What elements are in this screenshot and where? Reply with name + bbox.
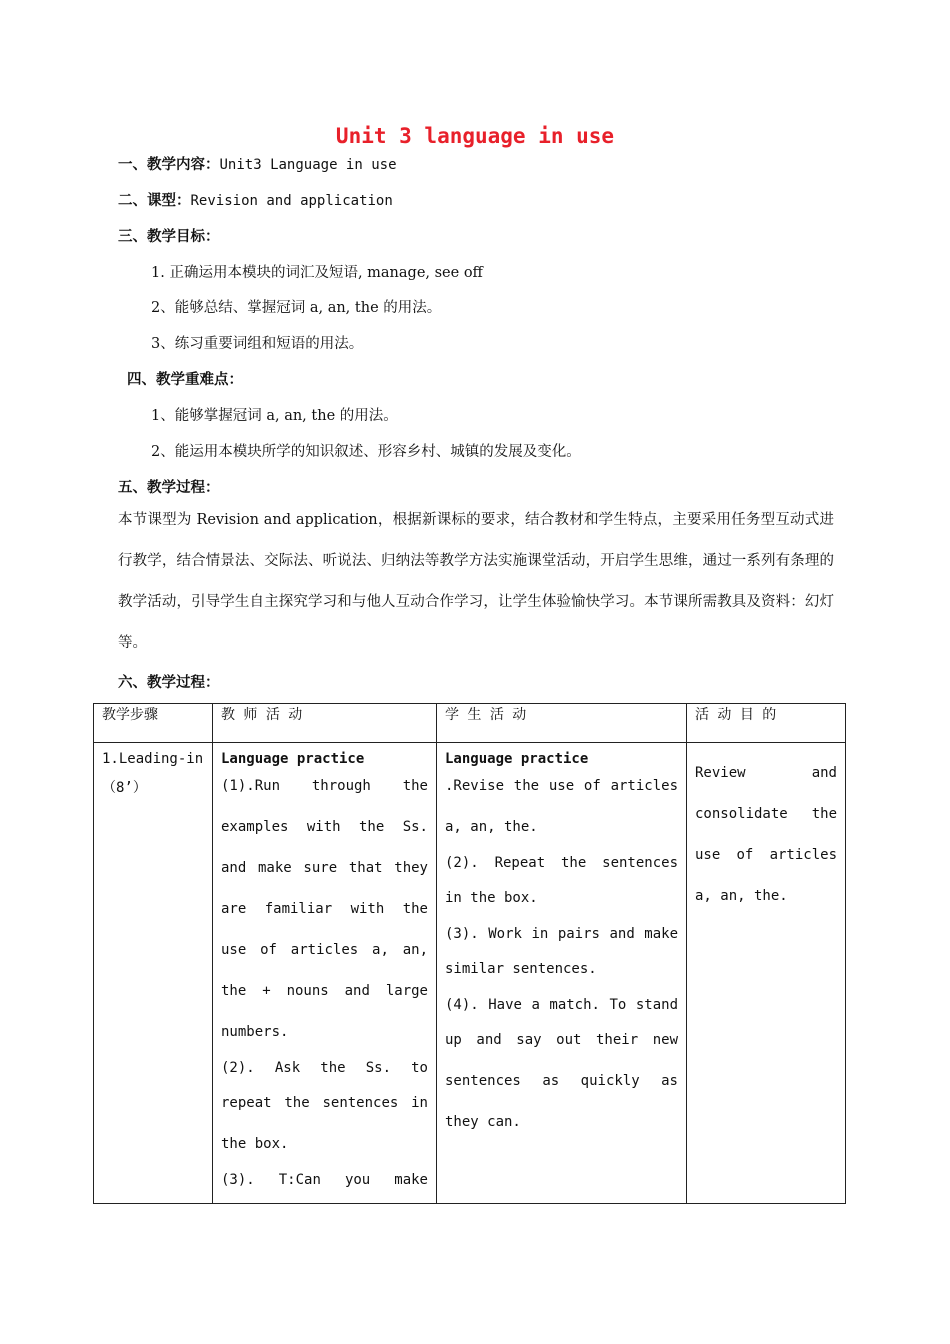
section-content-label: 一、教学内容： <box>118 157 220 173</box>
header-student: 学 生 活 动 <box>437 704 687 743</box>
teacher-line: use of articles a, an, <box>221 942 428 958</box>
student-title: Language practice <box>445 751 589 767</box>
step-name: 1.Leading-in <box>102 751 204 767</box>
student-line: sentences as quickly as <box>445 1073 678 1089</box>
table-header-row <box>94 704 846 743</box>
section-table-heading <box>118 671 220 692</box>
purpose-cell <box>687 743 846 1204</box>
section-table-label: 六、教学过程： <box>118 675 220 691</box>
student-line: in the box. <box>445 890 538 906</box>
document-title: Unit 3 language in use <box>335 124 615 148</box>
section-content-value: Unit3 Language in use <box>219 157 397 173</box>
teacher-line: are familiar with the <box>221 901 428 917</box>
student-line: .Revise the use of articles <box>445 778 678 794</box>
teacher-line: the box. <box>221 1136 289 1152</box>
teacher-line: the + nouns and large <box>221 983 428 999</box>
section-type <box>118 189 393 210</box>
student-line: (2). Repeat the sentences <box>445 855 678 871</box>
teacher-line: repeat the sentences in <box>221 1095 428 1111</box>
header-teacher: 教 师 活 动 <box>213 704 437 743</box>
step-duration: （8’） <box>102 780 147 796</box>
section-type-value: Revision and application <box>190 193 393 209</box>
teacher-line: numbers. <box>221 1024 289 1040</box>
section-goals-label: 三、教学目标： <box>118 229 220 245</box>
section-type-label: 二、课型： <box>118 193 191 209</box>
teacher-line: examples with the Ss. <box>221 819 428 835</box>
teacher-line: (1).Run through the <box>221 778 428 794</box>
student-cell <box>437 743 687 1204</box>
student-line: they can. <box>445 1114 521 1130</box>
student-line: (4). Have a match. To stand <box>445 997 678 1013</box>
purpose-line: use of articles <box>695 847 837 863</box>
teacher-line: and make sure that they <box>221 860 428 876</box>
student-line: similar sentences. <box>445 961 597 977</box>
teacher-line: (2). Ask the Ss. to <box>221 1060 428 1076</box>
goal-item: 1. 正确运用本模块的词汇及短语, manage, see off <box>151 265 483 281</box>
teacher-title: Language practice <box>221 751 365 767</box>
table-row <box>94 743 846 1204</box>
section-content <box>118 153 397 174</box>
section-goals-heading <box>118 225 220 246</box>
goal-item: 2、能够总结、掌握冠词 a, an, the 的用法。 <box>151 300 442 316</box>
teaching-process-table <box>93 703 846 1204</box>
header-step: 教学步骤 <box>94 704 213 743</box>
step-cell <box>94 743 213 1204</box>
goal-item: 3、练习重要词组和短语的用法。 <box>151 336 364 352</box>
teacher-cell <box>213 743 437 1204</box>
teacher-line: (3). T:Can you make <box>221 1172 428 1188</box>
header-purpose: 活 动 目 的 <box>687 704 846 743</box>
section-process-heading <box>118 476 220 497</box>
purpose-line: a, an, the. <box>695 888 788 904</box>
keypoint-item: 2、能运用本模块所学的知识叙述、形容乡村、城镇的发展及变化。 <box>151 444 581 460</box>
section-keypoints-label: 四、教学重难点： <box>127 372 243 388</box>
student-line: up and say out their new <box>445 1032 678 1048</box>
section-keypoints-heading <box>127 368 243 389</box>
student-line: a, an, the. <box>445 819 538 835</box>
purpose-line: consolidate the <box>695 806 837 822</box>
purpose-line: Review and <box>695 765 837 781</box>
keypoint-item: 1、能够掌握冠词 a, an, the 的用法。 <box>151 408 398 424</box>
process-paragraph: 本节课型为 Revision and application，根据新课标的要求，结合教材和学生特点，主要采用任务型互动式进行教学，结合情景法、交际法、听说法、归纳法等教学方法实施课堂活动，开启学生思维，通过一系列有条理的教学活动，引导学生自主探究学习和与他人互动合作学习，让学生体验愉快学习。本节课所需教具及资料：幻灯等。 <box>118 512 834 651</box>
section-process-label: 五、教学过程： <box>118 480 220 496</box>
student-line: (3). Work in pairs and make <box>445 926 678 942</box>
